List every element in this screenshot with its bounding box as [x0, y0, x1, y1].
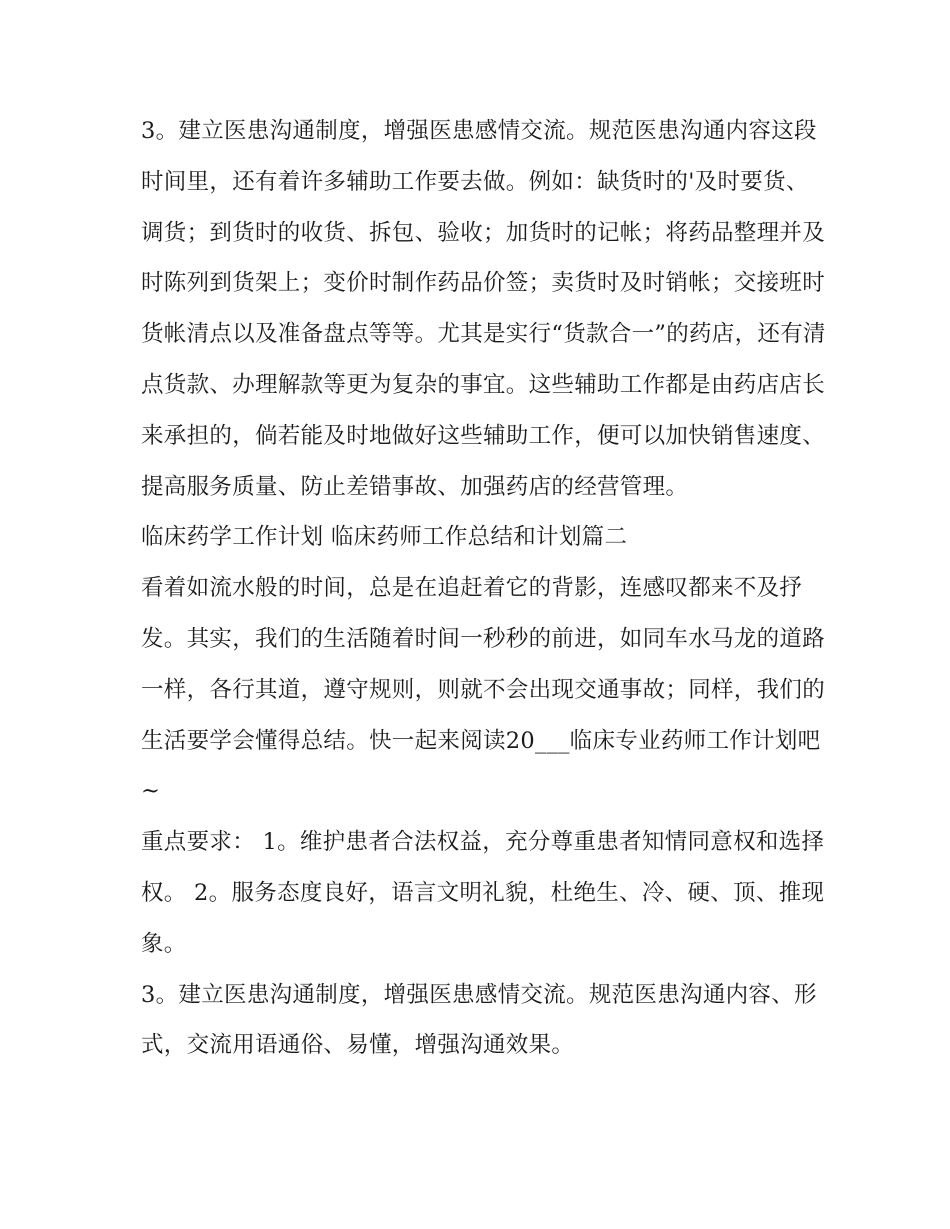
paragraph-communication-duties: 3。建立医患沟通制度，增强医患感情交流。规范医患沟通内容这段时间里，还有着许多辅助工作要去做。例如：缺货时的'及时要货、调货；到货时的收货、拆包、验收；加货时的记帐；将药品整理并及时陈列到货架上；变价时制作药品价签；卖货时及时销帐；交接班时货帐清点以及准备盘点等等。尤其是实行“货款合一”的药店，还有清点货款、办理解款等更为复杂的事宜。这些辅助工作都是由药店店长来承担的，倘若能及时地做好这些辅助工作，便可以加快销售速度、提高服务质量、防止差错事故、加强药店的经营管理。 — [141, 118, 826, 500]
paragraph-communication-system: 3。建立医患沟通制度，增强医患感情交流。规范医患沟通内容、形式，交流用语通俗、易懂，增强沟通效果。 — [141, 981, 817, 1059]
paragraph-intro: 看着如流水般的时间，总是在追赶着它的背影，连感叹都来不及抒发。其实，我们的生活随着时间一秒秒的前进，如同车水马龙的道路一样，各行其道，遵守规则，则就不会出现交通事故；同样，我们的生活要学会懂得总结。快一起来阅读20___临床专业药师工作计划吧~ — [141, 575, 826, 805]
document-body — [141, 106, 831, 1071]
paragraph-key-requirements: 重点要求： 1。维护患者合法权益，充分尊重患者知情同意权和选择权。 2。服务态度良好，语言文明礼貌，杜绝生、冷、硬、顶、推现象。 — [141, 829, 825, 957]
section-heading: 临床药学工作计划 临床药师工作总结和计划篇二 — [141, 524, 628, 551]
